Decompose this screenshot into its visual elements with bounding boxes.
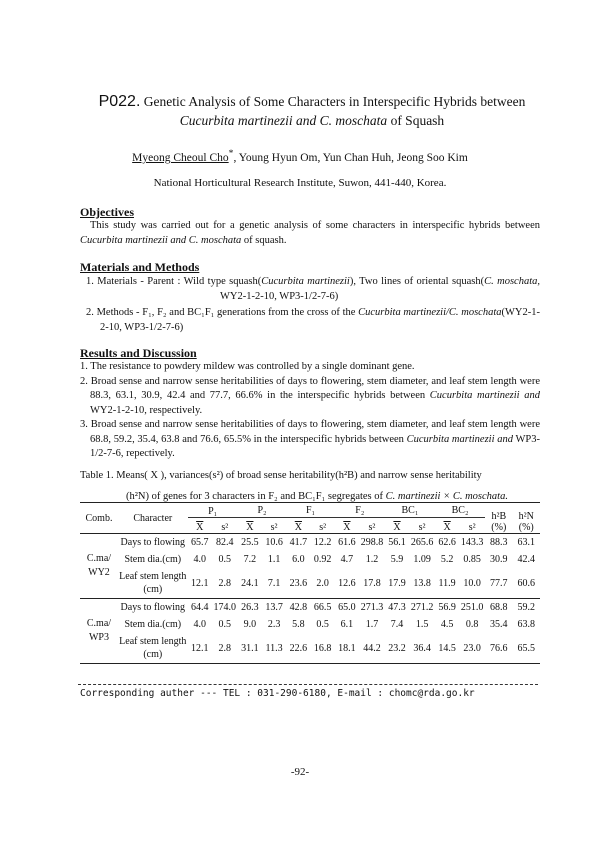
table-row — [80, 616, 540, 633]
value-cell: 1.09 — [413, 554, 431, 565]
value-cell: 251.0 — [460, 602, 484, 613]
value-cell: 7.4 — [390, 619, 404, 630]
col-xbar: $\overline{X}$ — [393, 522, 401, 533]
value-cell: 17.8 — [363, 577, 381, 589]
table-caption-species: C. martinezii × C. moschata. — [385, 491, 508, 502]
methods-item2-a: 2. Methods - F₁, F₂ and BC₁F₁ generations from the cross of the — [86, 307, 359, 318]
result-2-a: 2. Broad sense and narrow sense heritabilities of days to flowering, stem diameter, and leaf stem length were 88.3, 63.1, 30.9, 42.4 and 77.7, 66.6% in the interspecific hybrids between — [80, 375, 540, 401]
value-cell: 5.2 — [440, 554, 454, 565]
comb-cell: C.ma/ WP3 — [86, 618, 112, 643]
value-cell: 4.0 — [193, 619, 206, 630]
table-caption-line1: Table 1. Means( X ), variances(s²) of broad sense heritability(h²B) and narrow sense heritability — [80, 470, 482, 481]
value-cell: 5.8 — [292, 619, 305, 630]
methods-item2-c: (WY2-1-2-10, WP3-1/2-7-6) — [100, 307, 540, 333]
col-xbar: $\overline{X}$ — [343, 522, 351, 533]
value-cell: 26.3 — [241, 602, 259, 613]
results-heading: Results and Discussion — [80, 346, 197, 360]
value-cell: 10.6 — [265, 537, 283, 548]
gen-header: F₂ — [335, 503, 385, 518]
col-character: Character — [133, 512, 173, 524]
data-table — [80, 502, 540, 664]
value-cell: 56.1 — [388, 537, 406, 548]
col-xbar: $\overline{X}$ — [443, 522, 451, 533]
value-cell: 65.7 — [190, 537, 209, 548]
value-cell: 36.4 — [413, 642, 431, 654]
value-cell: 12.2 — [313, 537, 332, 548]
title-line1: Genetic Analysis of Some Characters in Interspecific Hybrids between — [143, 94, 526, 109]
affiliation: National Horticultural Research Institute, Suwon, 441-440, Korea. — [153, 177, 447, 189]
value-cell: 25.5 — [241, 537, 259, 548]
comb-cell: C.ma/ WY2 — [86, 553, 112, 578]
value-cell: 76.6 — [490, 642, 508, 654]
abstract-code: P022. — [98, 93, 141, 110]
value-cell: 23.6 — [289, 577, 308, 589]
col-s2: s² — [468, 522, 476, 533]
value-cell: 265.6 — [410, 537, 434, 548]
value-cell: 31.1 — [241, 642, 259, 654]
value-cell: 23.0 — [463, 642, 481, 654]
materials-item1-d: C. moschata, — [484, 276, 541, 287]
heritability-table — [80, 502, 540, 664]
result-2-b: Cucurbita martinezii and — [429, 390, 540, 401]
value-cell: 44.2 — [363, 642, 381, 654]
value-cell: 1.5 — [415, 619, 429, 630]
col-pct: (%) — [491, 522, 507, 533]
col-xbar: $\overline{X}$ — [196, 522, 204, 533]
col-h2b: h²B — [491, 511, 507, 522]
value-cell: 35.4 — [490, 619, 508, 630]
col-xbar: $\overline{X}$ — [246, 522, 254, 533]
table-caption — [80, 465, 542, 507]
col-s2: s² — [319, 522, 327, 533]
value-cell: 30.9 — [490, 554, 508, 565]
character-cell: Stem dia.(cm) — [124, 619, 182, 630]
value-cell: 24.1 — [241, 577, 259, 589]
objectives-text — [80, 219, 540, 248]
value-cell: 65.0 — [338, 602, 356, 613]
page-number: -92- — [290, 766, 310, 778]
table-row — [80, 568, 540, 599]
objectives-species: Cucurbita martinezii and C. moschata — [80, 234, 242, 246]
value-cell: 41.7 — [289, 537, 308, 548]
value-cell: 12.1 — [190, 642, 209, 654]
value-cell: 13.7 — [265, 602, 283, 613]
character-cell: Stem dia.(cm) — [124, 554, 182, 565]
table-row — [80, 633, 540, 664]
value-cell: 1.7 — [365, 619, 379, 630]
coauthors: , Young Hyun Om, Yun Chan Huh, Jeong Soo Kim — [233, 151, 468, 164]
value-cell: 23.2 — [388, 642, 406, 654]
value-cell: 4.0 — [193, 554, 206, 565]
col-comb: Comb. — [85, 512, 113, 524]
objectives-text-c: of squash. — [241, 234, 287, 246]
value-cell: 11.9 — [438, 577, 456, 589]
value-cell: 16.8 — [313, 642, 332, 654]
value-cell: 2.8 — [218, 577, 232, 589]
value-cell: 77.7 — [490, 577, 508, 589]
value-cell: 82.4 — [216, 537, 234, 548]
col-xbar: $\overline{X}$ — [294, 522, 302, 533]
value-cell: 60.6 — [517, 577, 535, 589]
title-species: Cucurbita martinezii and C. moschata — [179, 113, 388, 128]
footnote-divider — [78, 684, 538, 685]
corresponding-info: Corresponding auther --- TEL : 031-290-6180, E-mail : chomc@rda.go.kr — [80, 688, 475, 699]
value-cell: 9.0 — [243, 619, 257, 630]
corresponding-author: Myeong Cheoul Cho — [132, 151, 229, 164]
title-line2-rest: of Squash — [387, 113, 445, 128]
value-cell: 17.9 — [388, 577, 406, 589]
col-s2: s² — [221, 522, 229, 533]
table-row — [80, 551, 540, 568]
col-h2n: h²N — [518, 511, 534, 522]
objectives-heading: Objectives — [80, 205, 134, 219]
result-item-1: 1. The resistance to powdery mildew was controlled by a single dominant gene. — [80, 361, 415, 372]
value-cell: 42.4 — [517, 554, 535, 565]
value-cell: 0.5 — [218, 554, 232, 565]
value-cell: 68.8 — [490, 602, 508, 613]
value-cell: 4.7 — [340, 554, 354, 565]
result-3-c: WP3-1/2-7-6, repectively. — [90, 433, 541, 459]
materials-item1-c: ), Two lines of oriental squash( — [349, 276, 485, 287]
results-list — [80, 360, 540, 462]
col-s2: s² — [418, 522, 426, 533]
value-cell: 62.6 — [438, 537, 456, 548]
materials-item1-e: WY2-1-2-10, WP3-1/2-7-6) — [220, 290, 339, 302]
gen-header: P₁ — [188, 503, 238, 518]
materials-list — [80, 275, 540, 335]
result-2-c: WY2-1-2-10, respectively. — [90, 404, 203, 416]
gen-header: BC₂ — [435, 503, 485, 518]
value-cell: 47.3 — [388, 602, 406, 613]
value-cell: 18.1 — [338, 642, 356, 654]
value-cell: 59.2 — [517, 602, 535, 613]
value-cell: 64.4 — [190, 602, 209, 613]
value-cell: 6.1 — [340, 619, 354, 630]
value-cell: 13.8 — [413, 577, 431, 589]
corresponding-mark: * — [228, 148, 234, 159]
materials-item1-a: 1. Materials - Parent : Wild type squash( — [86, 276, 262, 287]
result-item-3 — [80, 418, 540, 462]
value-cell: 42.8 — [289, 602, 308, 613]
objectives-text-a: This study was carried out for a genetic analysis of some characters in interspecific hybrids between — [90, 220, 540, 231]
value-cell: 174.0 — [213, 602, 237, 613]
value-cell: 7.2 — [243, 554, 257, 565]
gen-header: F₁ — [286, 503, 335, 518]
value-cell: 271.3 — [360, 602, 384, 613]
value-cell: 0.5 — [316, 619, 329, 630]
materials-item — [86, 275, 540, 304]
col-s2: s² — [270, 522, 278, 533]
value-cell: 11.3 — [265, 642, 283, 654]
col-pct: (%) — [518, 522, 534, 533]
value-cell: 61.6 — [338, 537, 356, 548]
value-cell: 0.8 — [465, 619, 479, 630]
value-cell: 143.3 — [460, 537, 484, 548]
value-cell: 0.85 — [463, 554, 481, 565]
value-cell: 4.5 — [440, 619, 454, 630]
value-cell: 63.8 — [517, 619, 535, 630]
methods-item2-b: Cucurbita martinezii/C. moschata — [358, 307, 502, 318]
materials-item1-b: Cucurbita martinezii — [261, 276, 350, 287]
value-cell: 56.9 — [438, 602, 456, 613]
value-cell: 1.2 — [365, 554, 379, 565]
gen-header: P₂ — [238, 503, 287, 518]
character-cell: Days to flowing — [120, 602, 185, 613]
materials-heading: Materials and Methods — [80, 260, 200, 274]
value-cell: 22.6 — [289, 642, 308, 654]
character-cell: Leaf stem length (cm) — [119, 636, 187, 660]
character-cell: Days to flowing — [120, 537, 185, 548]
table-row — [80, 599, 540, 617]
value-cell: 271.2 — [410, 602, 434, 613]
value-cell: 1.1 — [267, 554, 281, 565]
value-cell: 10.0 — [463, 577, 481, 589]
methods-item — [86, 306, 540, 335]
value-cell: 2.3 — [267, 619, 281, 630]
value-cell: 14.5 — [438, 642, 456, 654]
value-cell: 2.0 — [316, 577, 329, 589]
value-cell: 5.9 — [390, 554, 404, 565]
value-cell: 0.5 — [218, 619, 232, 630]
col-s2: s² — [368, 522, 376, 533]
paper-title — [62, 92, 562, 130]
value-cell: 298.8 — [360, 537, 384, 548]
value-cell: 7.1 — [267, 577, 281, 589]
value-cell: 88.3 — [490, 537, 508, 548]
value-cell: 12.6 — [338, 577, 356, 589]
value-cell: 66.5 — [313, 602, 332, 613]
author-list — [60, 148, 540, 164]
value-cell: 0.92 — [313, 554, 332, 565]
value-cell: 12.1 — [190, 577, 209, 589]
table-body — [80, 534, 540, 664]
character-cell: Leaf stem length (cm) — [119, 571, 187, 595]
value-cell: 65.5 — [517, 642, 535, 654]
gen-header: BC₁ — [385, 503, 435, 518]
value-cell: 63.1 — [517, 537, 535, 548]
table-row — [80, 534, 540, 552]
result-3-a: 3. Broad sense and narrow sense heritabilities of days to flowering, stem diameter, and leaf stem length were 68.8, 59.2, 35.4, 63.8 and 76.6, 65.5% in the interspecific hybrids between — [80, 419, 540, 445]
result-3-b: Cucurbita martinezii and — [406, 433, 513, 445]
result-item-2 — [80, 375, 540, 419]
table-caption-b: (h²N) of genes for 3 characters in F₂ and BC₁F₁ segregates of — [126, 491, 386, 502]
value-cell: 6.0 — [292, 554, 305, 565]
value-cell: 2.8 — [218, 642, 232, 654]
